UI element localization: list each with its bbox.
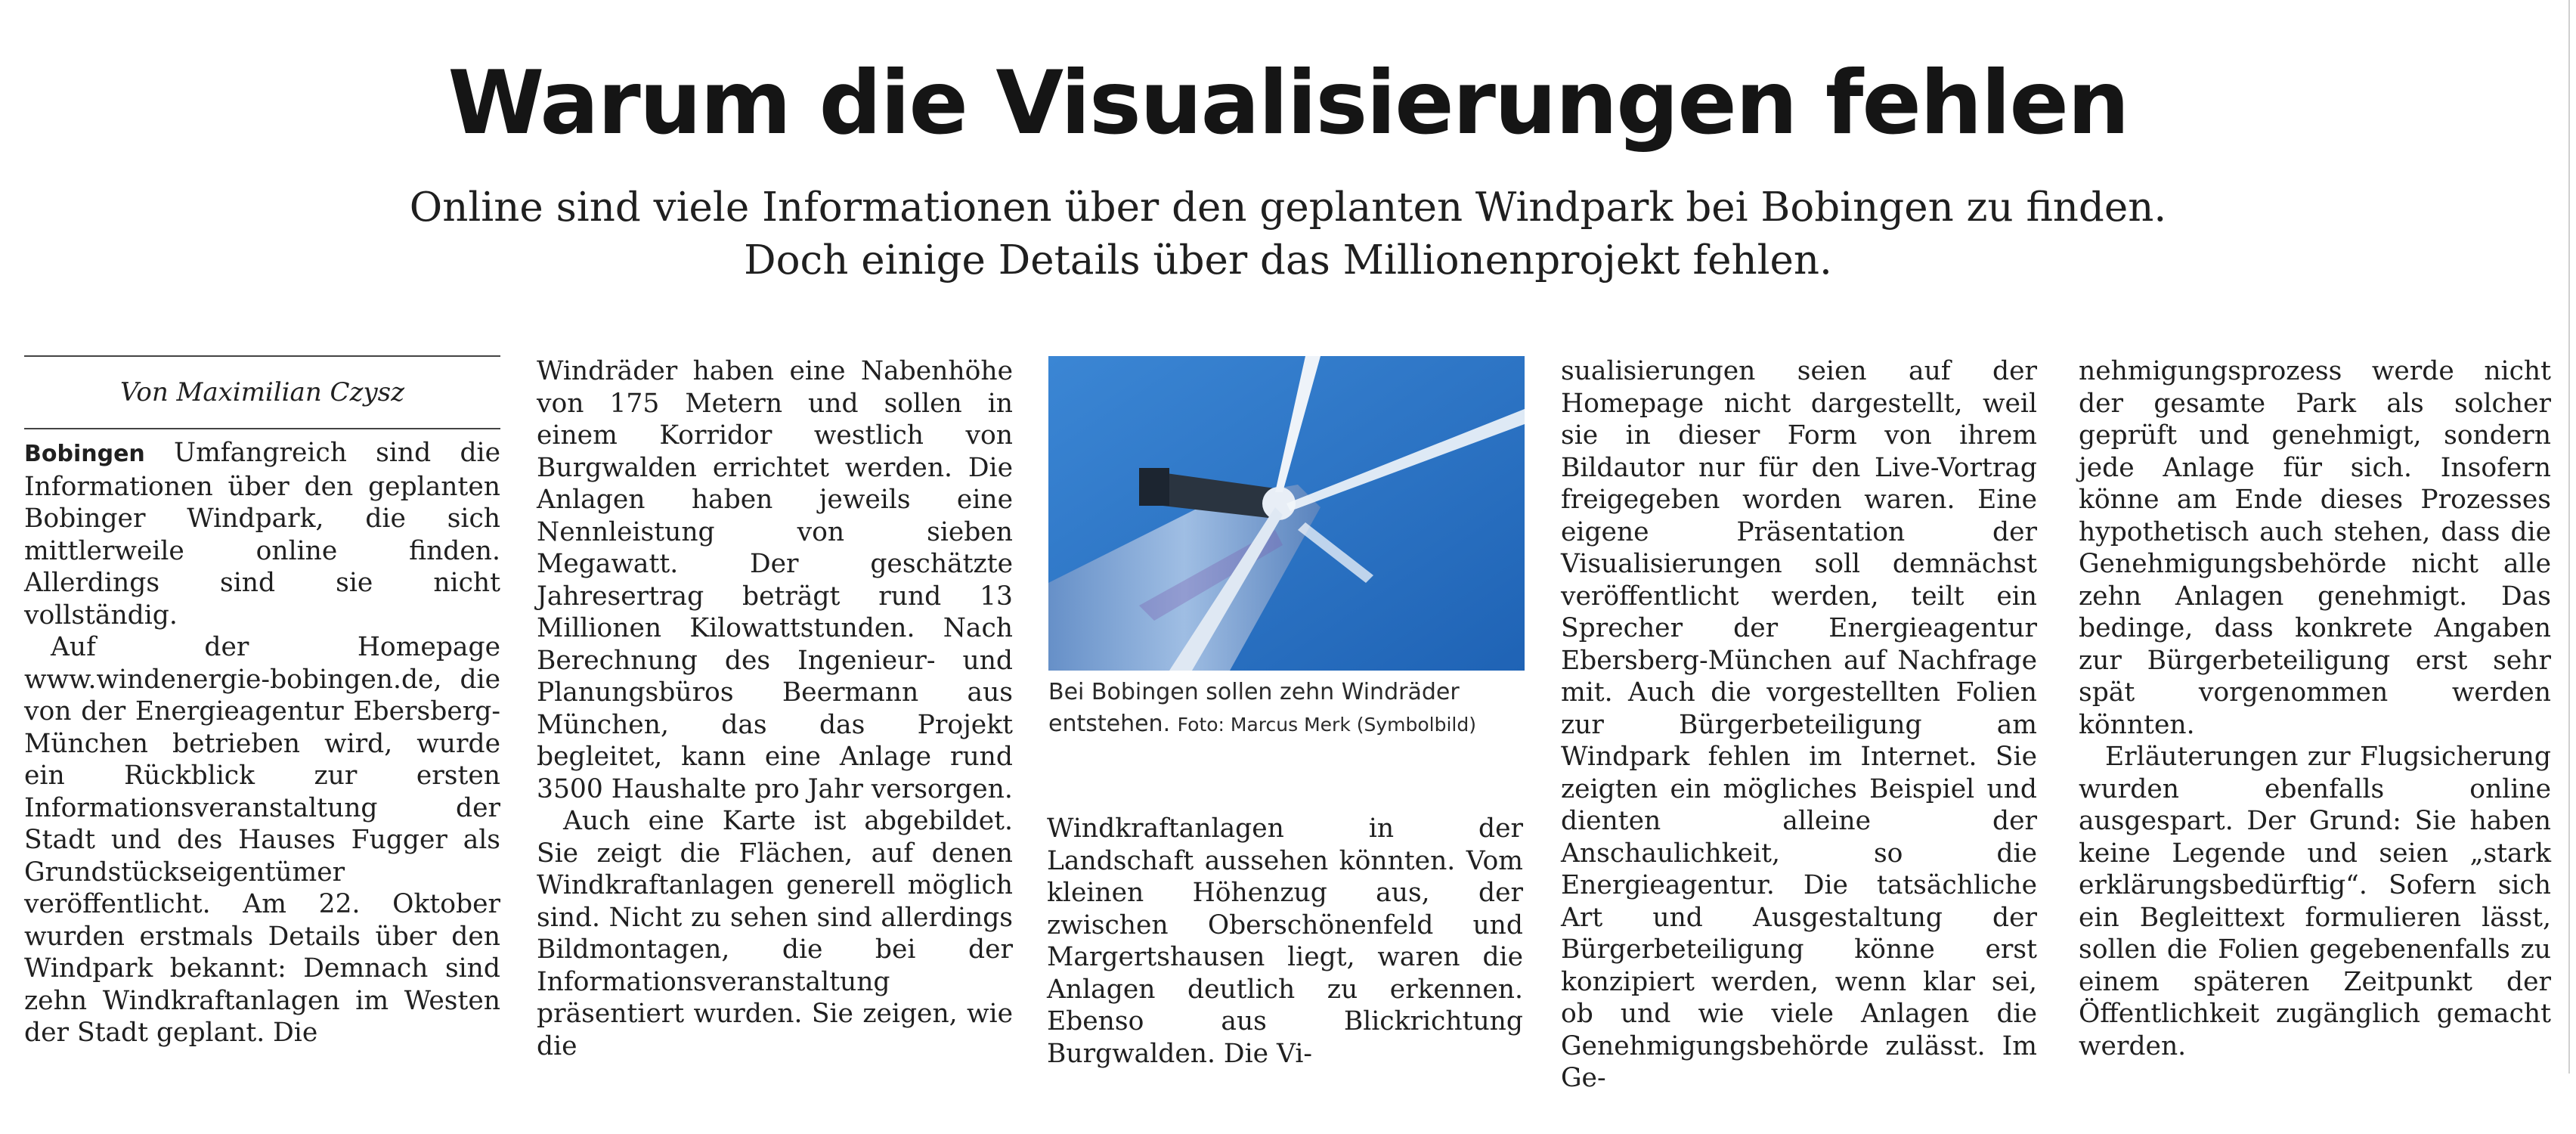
paragraph: sualisierungen seien auf der Homepage nicht dargestellt, weil sie in dieser Form von ihrem Bildautor nur für den Live-Vortrag freigegeben worden waren. Eine eigene Präsentation der Visualisierungen soll demnächst veröffentlicht werden, teilt ein Sprecher der Energieagentur Ebersberg-München auf Nachfrage mit. Auch die vorgestellten Folien zur Bürgerbeteiligung am Windpark fehlen im Internet. Sie zeigten ein mögliches Beispiel und dienten alleine der Anschaulichkeit, so die Energieagentur. Die tatsächliche Art und Ausgestaltung der Bürgerbeteiligung könne erst konzipiert werden, wenn klar sei, ob und wie viele Anlagen die Genehmigungsbehörde zulässt. Im Ge- — [1561, 356, 2037, 1093]
caption-text: Bei Bobingen sollen zehn Windräder entstehen. — [1048, 679, 1460, 737]
text-column-2 — [537, 355, 1013, 1062]
wind-turbine-illustration — [1048, 356, 1525, 671]
photo-credit: Foto: Marcus Merk (Symbolbild) — [1177, 714, 1477, 736]
subhead-line-2: Doch einige Details über das Millionenprojekt fehlen. — [744, 237, 1832, 284]
author-byline: Von Maximilian Czysz — [119, 376, 405, 407]
paragraph: Erläuterungen zur Flugsicherung wurden ebenfalls online ausgespart. Der Grund: Sie haben keine Legende und seien „stark erklärungsbedürftig“. Sofern sich ein Begleittext formulieren lässt, sollen die Folien gegebenenfalls zu einem späteren Zeitpunkt der Öffentlichkeit zugänglich gemacht werden. — [2079, 742, 2551, 1061]
dateline: Bobingen — [24, 441, 145, 467]
paragraph: nehmigungsprozess werde nicht der gesamte Park als solcher geprüft und genehmigt, sondern jede Anlage für sich. Insofern könne am Ende dieses Prozesses hypothetisch auch stehen, dass die Genehmigungsbehörde nicht alle zehn Anlagen genehmigt. Das bedinge, dass konkrete Angaben zur Bürgerbeteiligung erst sehr spät vorgenommen werden könnten. — [2079, 356, 2551, 740]
paragraph — [24, 437, 500, 631]
text-column-1 — [24, 355, 500, 1049]
article-subheadline — [0, 181, 2576, 287]
photo-caption — [1048, 677, 1532, 741]
text-column-5 — [2079, 355, 2551, 1062]
page-edge-rule — [2568, 0, 2570, 1074]
byline-box — [24, 355, 500, 429]
paragraph: Windräder haben eine Nabenhöhe von 175 Metern und sollen in einem Korridor westlich von Burgwalden errichtet werden. Die Anlagen haben jeweils eine Nennleistung von sieben Megawatt. Der geschätzte Jahresertrag beträgt rund 13 Millionen Kilowattstunden. Nach Berechnung des Ingenieur- und Planungsbüros Beermann aus München, das das Projekt begleitet, kann eine Anlage rund 3500 Haushalte pro Jahr versorgen. — [537, 356, 1013, 804]
paragraph-text: Umfangreich sind die Informationen über den geplanten Bobinger Windpark, die sich mittlerweile online finden. Allerdings sind sie nicht vollständig. — [24, 438, 500, 631]
article-headline: Warum die Visualisierungen fehlen — [447, 52, 2129, 154]
paragraph: Windkraftanlagen in der Landschaft aussehen könnten. Vom kleinen Höhenzug aus, der zwischen Oberschönenfeld und Margertshausen liegt, waren die Anlagen deutlich zu erkennen. Ebenso aus Blickrichtung Burgwalden. Die Vi- — [1047, 813, 1523, 1069]
text-column-3 — [1047, 813, 1523, 1070]
wind-turbine-photo — [1048, 356, 1525, 671]
text-column-4 — [1561, 355, 2037, 1095]
paragraph: Auf der Homepage www.windenergie-bobingen.de, die von der Energieagentur Ebersberg-München betrieben wird, wurde ein Rückblick zur ersten Informationsveranstaltung der Stadt und des Hauses Fugger als Grundstückseigentümer veröffentlicht. Am 22. Oktober wurden erstmals Details über den Windpark bekannt: Demnach sind zehn Windkraftanlagen im Westen der Stadt geplant. Die — [24, 632, 500, 1048]
paragraph: Auch eine Karte ist abgebildet. Sie zeigt die Flächen, auf denen Windkraftanlagen generell möglich sind. Nicht zu sehen sind allerdings Bildmontagen, die bei der Informationsveranstaltung präsentiert wurden. Sie zeigen, wie die — [537, 806, 1013, 1061]
subhead-line-1: Online sind viele Informationen über den geplanten Windpark bei Bobingen zu finden. — [409, 184, 2167, 231]
